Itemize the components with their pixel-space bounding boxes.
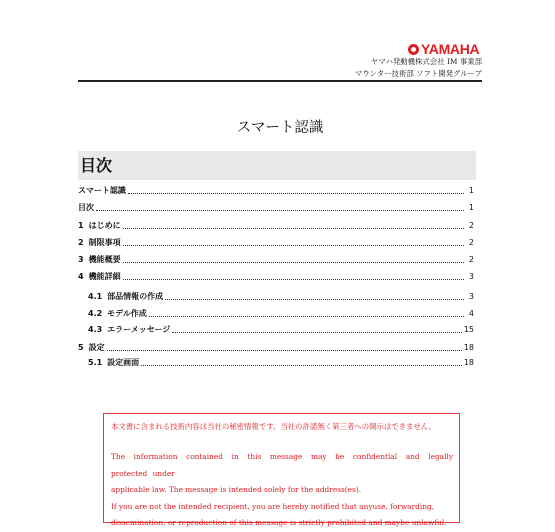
toc-entry[interactable] [78, 292, 474, 302]
toc-entry-label: モデル作成 [107, 309, 147, 318]
toc-entry-page: 2 [468, 221, 474, 230]
company-info [355, 56, 482, 80]
toc-entry[interactable] [78, 203, 474, 213]
toc-entry-page: 1 [468, 186, 474, 195]
toc-entry[interactable] [78, 272, 474, 282]
toc-entry-page: 18 [463, 358, 474, 367]
notice-english-line-2: applicable law. The message is intended solely for the address(es). [111, 485, 362, 494]
header-rule [78, 80, 482, 82]
toc-dot-leader [128, 192, 464, 194]
toc-entry-label: スマート認識 [78, 186, 126, 195]
toc-entry-label: 機能概要 [88, 255, 121, 264]
toc-dot-leader [107, 349, 462, 351]
toc-entry-page: 3 [468, 292, 474, 301]
toc-entry-label: 目次 [78, 203, 94, 212]
toc-entry-page: 15 [463, 325, 474, 334]
toc-entry[interactable] [78, 309, 474, 319]
toc-dot-leader [165, 298, 464, 300]
toc-entry-number: 4 [78, 272, 84, 281]
notice-english-line-1: The information contained in this message may be confidential and legally protected under [111, 452, 453, 478]
toc-entry-page: 2 [468, 255, 474, 264]
toc-entry-label: 機能詳細 [88, 272, 121, 281]
toc-entry-number: 4.3 [88, 325, 103, 334]
toc-entry-label: 部品情報の作成 [107, 292, 164, 301]
toc-dot-leader [123, 227, 464, 229]
toc-entry-page: 2 [468, 238, 474, 247]
toc-entry-page: 4 [468, 309, 474, 318]
toc-dot-leader [123, 278, 464, 280]
toc-dot-leader [123, 261, 464, 263]
confidentiality-notice [103, 413, 460, 527]
toc-entry-page: 18 [463, 343, 474, 352]
toc-entry-number: 4.2 [88, 309, 103, 318]
notice-english-line-3: If you are not the intended recipient, you are hereby notified that anyuse, forwarding, [111, 501, 435, 511]
document-title: スマート認識 [236, 120, 324, 136]
toc-entry-number: 5.1 [88, 358, 103, 367]
logo-text: YAMAHA [421, 41, 480, 57]
notice-english-line-4: dissemination, or reproduction of this message is strictly prohibited and maybe unlawful. [111, 518, 447, 527]
toc-entry-label: 設定 [88, 343, 105, 352]
toc-dot-leader [172, 331, 462, 333]
toc-entry-label: はじめに [88, 221, 121, 230]
toc-entry-page: 1 [468, 203, 474, 212]
toc-entry[interactable] [78, 221, 474, 231]
toc-entry[interactable] [78, 255, 474, 265]
toc-entry-page: 3 [468, 272, 474, 281]
toc-entry-label: 制限事項 [88, 238, 121, 247]
notice-japanese: 本文書に含まれる技術内容は当社の秘密情報です。当社の許諾無く第三者への開示はできません。 [111, 422, 437, 431]
toc-entry[interactable] [78, 343, 474, 353]
toc-entry[interactable] [78, 238, 474, 248]
yamaha-logo [408, 41, 482, 57]
toc-dot-leader [96, 209, 464, 211]
toc-entry-number: 5 [78, 343, 84, 352]
company-line-1: ヤマハ発動機株式会社 IM 事業部 [370, 57, 482, 66]
tuning-fork-emblem-icon [408, 44, 419, 55]
toc-entry-label: エラーメッセージ [107, 325, 171, 334]
toc-entry-number: 3 [78, 255, 84, 264]
company-line-2: マウンター技術部 ソフト開発グループ [354, 69, 482, 78]
toc-entry-label: 設定画面 [107, 358, 140, 367]
toc-entry-number: 4.1 [88, 292, 103, 301]
toc-heading: 目次 [78, 151, 476, 180]
toc-dot-leader [141, 364, 462, 366]
toc-entry-number: 1 [78, 221, 84, 230]
toc-entry[interactable] [78, 325, 474, 335]
toc-dot-leader [123, 244, 464, 246]
toc-entry-number: 2 [78, 238, 84, 247]
toc-dot-leader [149, 315, 464, 317]
toc-entry[interactable] [78, 358, 474, 368]
toc-entry[interactable] [78, 186, 474, 196]
